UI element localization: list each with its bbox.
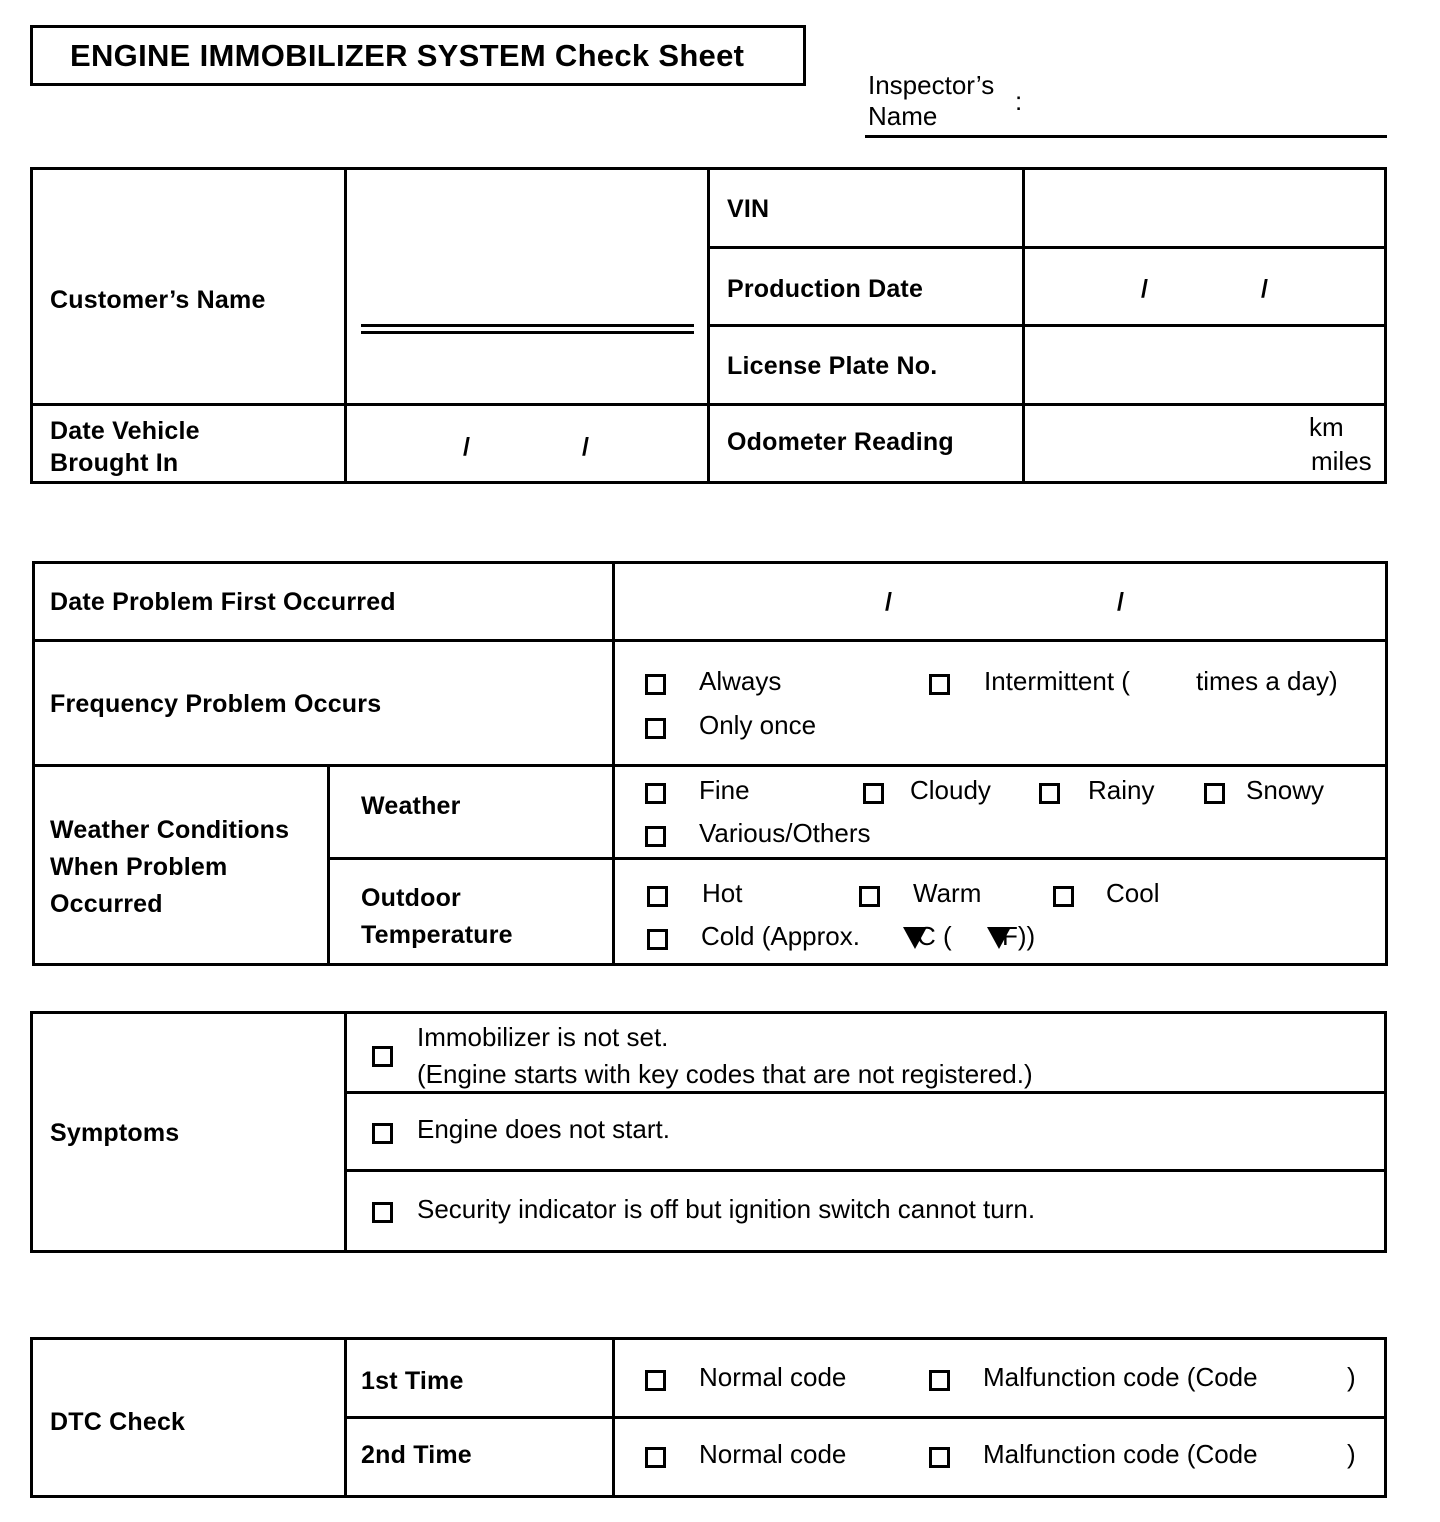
option-cold-celsius: C ( [917,921,952,951]
option-rainy: Rainy [1088,775,1155,805]
checkbox-first-malfunction-code[interactable] [929,1370,950,1391]
checkbox-various[interactable] [645,826,666,847]
checkbox-fine[interactable] [645,783,666,804]
option-always: Always [699,666,782,696]
weather-conditions-line3: Occurred [50,890,163,918]
vin-label: VIN [727,195,770,223]
production-date-slash-1: / [1141,275,1149,303]
date-brought-in-line1: Date Vehicle [50,417,200,445]
checkbox-immobilizer-not-set[interactable] [372,1046,393,1067]
inspector-name-field[interactable] [865,135,1387,138]
checkbox-warm[interactable] [859,886,880,907]
weather-conditions-line2: When Problem [50,853,228,881]
weather-label: Weather [361,792,461,820]
checkbox-ignition-cannot-turn[interactable] [372,1202,393,1223]
first-malfunction-close: ) [1347,1362,1356,1392]
option-cold-fahrenheit: F)) [1002,921,1036,951]
brought-in-slash-2: / [582,433,590,461]
checkbox-first-normal-code[interactable] [645,1370,666,1391]
odometer-label: Odometer Reading [727,428,954,456]
checkbox-intermittent[interactable] [929,674,950,695]
option-hot: Hot [702,878,743,908]
checkbox-second-normal-code[interactable] [645,1447,666,1468]
second-malfunction-close: ) [1347,1439,1356,1469]
option-snowy: Snowy [1246,775,1325,805]
check-sheet-title: ENGINE IMMOBILIZER SYSTEM Check Sheet [30,25,806,86]
odometer-unit-miles: miles [1311,446,1372,476]
customer-name-label: Customer’s Name [50,286,266,314]
checkbox-engine-does-not-start[interactable] [372,1123,393,1144]
symptom-engine-does-not-start: Engine does not start. [417,1114,670,1144]
brought-in-slash-1: / [463,433,471,461]
symptom-immobilizer-not-set [417,1019,1033,1093]
checkbox-cloudy[interactable] [863,783,884,804]
symptom-ignition-cannot-turn: Security indicator is off but ignition switch cannot turn. [417,1194,1036,1224]
first-occurred-label: Date Problem First Occurred [50,588,396,616]
option-intermittent: Intermittent ( [984,666,1130,696]
inspector-colon: : [1015,86,1023,116]
symptom-1-line2: (Engine starts with key codes that are not registered.) [417,1059,1033,1089]
license-plate-field[interactable] [1026,328,1382,401]
checkbox-cold[interactable] [647,929,668,950]
first-occurred-slash-1: / [885,588,893,616]
weather-conditions-label [50,812,289,923]
option-cool: Cool [1106,878,1160,908]
production-date-label: Production Date [727,275,924,303]
checkbox-cool[interactable] [1053,886,1074,907]
inspector-label-line2: Name [868,101,938,131]
production-date-slash-2: / [1261,275,1269,303]
option-warm: Warm [913,878,982,908]
option-cloudy: Cloudy [910,775,991,805]
checkbox-rainy[interactable] [1039,783,1060,804]
option-only-once: Only once [699,710,817,740]
inspector-name-label [868,70,994,132]
checkbox-snowy[interactable] [1204,783,1225,804]
option-fine: Fine [699,775,750,805]
dtc-check-label: DTC Check [50,1408,186,1436]
dtc-second-time-label: 2nd Time [361,1441,472,1469]
date-brought-in-label [50,415,200,479]
option-times-a-day: times a day) [1196,666,1338,696]
outdoor-temperature-label [361,880,513,954]
frequency-label: Frequency Problem Occurs [50,690,382,718]
inspector-label-line1: Inspector’s [868,70,995,100]
temperature-label-line2: Temperature [361,921,513,949]
odometer-unit-km: km [1309,412,1344,442]
temperature-label-line1: Outdoor [361,884,461,912]
first-occurred-slash-2: / [1117,588,1125,616]
checkbox-second-malfunction-code[interactable] [929,1447,950,1468]
checkbox-always[interactable] [645,674,666,695]
option-cold: Cold (Approx. [701,921,860,951]
symptom-1-line1: Immobilizer is not set. [417,1022,669,1052]
weather-conditions-line1: Weather Conditions [50,816,290,844]
date-brought-in-line2: Brought In [50,449,179,477]
symptoms-label: Symptoms [50,1119,180,1147]
option-various: Various/Others [699,818,871,848]
first-normal-code: Normal code [699,1362,847,1392]
second-malfunction-code: Malfunction code (Code [983,1439,1258,1469]
checkbox-hot[interactable] [647,886,668,907]
vin-field[interactable] [1026,171,1382,245]
license-plate-label: License Plate No. [727,352,938,380]
first-malfunction-code: Malfunction code (Code [983,1362,1258,1392]
second-normal-code: Normal code [699,1439,847,1469]
dtc-first-time-label: 1st Time [361,1367,464,1395]
checkbox-only-once[interactable] [645,718,666,739]
